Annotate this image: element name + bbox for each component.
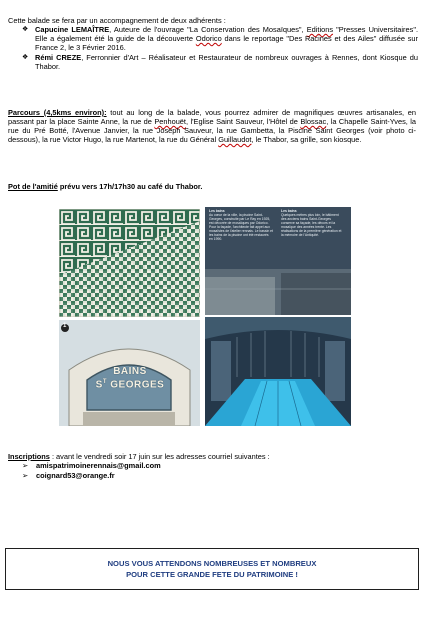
inscriptions-label: Inscriptions [8,452,50,461]
pool-photo [205,317,351,426]
bains-sign-text: BAINS $S^T$ GEORGES [95,366,165,391]
arrow-bullet-icon: ➢ [22,461,29,470]
guide-item [22,53,418,71]
callout-box [5,548,419,590]
email-item [22,461,161,471]
email-item [22,471,161,481]
route-paragraph: Parcours (4,5kms environ): tout au long de la balade, vous pourrez admirer de magnifiques œuvres artisanales, en passant par la place Sainte Anne, la rue de Penhouët, l'Eglise Saint Sauveur, l'Hôtel de Blossac, la Chapelle Saint-Yves, la rue du Pré Botté, l'Avenue Janvier, la rue Joseph Sauveur, la rue Gambetta, la Piscine Saint Georges (voir photo ci-dessous), la rue Victor Hugo, la rue Martenot, la rue du Général Guillaudot, le Thabor, sa grille, son kiosque. [8,108,417,144]
intro-text: Cette balade se fera par un accompagnement de deux adhérents : [8,16,226,25]
callout-line: NOUS VOUS ATTENDONS NOMBREUSES ET NOMBREUX [107,559,317,568]
email-list [22,461,161,481]
diamond-bullet-icon: ❖ [22,54,29,61]
photo-number-label: 1 [63,323,67,329]
callout-line: POUR CETTE GRANDE FETE DU PATRIMOINE ! [126,570,298,579]
article-clipping [205,207,351,315]
article-column: Les bains Au cœur de la ville, la piscine Saint-Georges, construite par Le Ray en 1925, est décorée de mosaïques par Odorico. Pour la façade, l'architecte fait appel aux mosaïstes de l'atelier rennais. Le bassin et les bains de la piscine ont été restaurés en 1990. [209,209,273,241]
guide-description: Capucine LEMAÎTRE, Auteure de l'ouvrage "La Conservation des Mosaïques", Editions "Presses Universitaires". Elle a également été la guide de la découverte Odorico dans le reportage "Des Racines et des Ailes" diffusée sur France 2, le 3 Février 2016. [35,25,419,52]
guide-list [22,25,418,72]
mosaic-pattern [59,209,200,317]
email-address[interactable]: amispatrimoinerennais@gmail.com [36,461,161,470]
bains-sign-photo [59,320,200,426]
article-lower-image [205,269,351,315]
email-address[interactable]: coignard53@orange.fr [36,471,115,480]
guide-name: Rémi CREZE [35,53,82,62]
pot-amitie-line: Pot de l'amitié prévu vers 17h/17h30 au café du Thabor. [8,182,203,191]
route-label: Parcours (4,5kms environ): [8,108,107,117]
guide-item [22,25,418,52]
mosaic-photo [59,209,200,317]
inscriptions-line: Inscriptions : avant le vendredi soir 17 juin sur les adresses courriel suivantes : [8,452,270,461]
diamond-bullet-icon: ❖ [22,26,29,33]
pool-interior [205,317,351,426]
article-column: Les bains Quelques mètres plus loin, le bâtiment des anciens bains Saint-Georges conserve sa façade, les décors et la mosaïque des années trente. Les réalisations de la première génération et la mémoire de l'Antiquité. [281,209,342,237]
guide-description: Rémi CREZE, Ferronnier d'Art – Réalisateur et Restaurateur de nombreux ouvrages à Rennes, dont Kiosque du Thabor. [35,53,418,71]
guide-name: Capucine LEMAÎTRE [35,25,110,34]
pot-label: Pot de l'amitié [8,182,58,191]
arrow-bullet-icon: ➢ [22,471,29,480]
